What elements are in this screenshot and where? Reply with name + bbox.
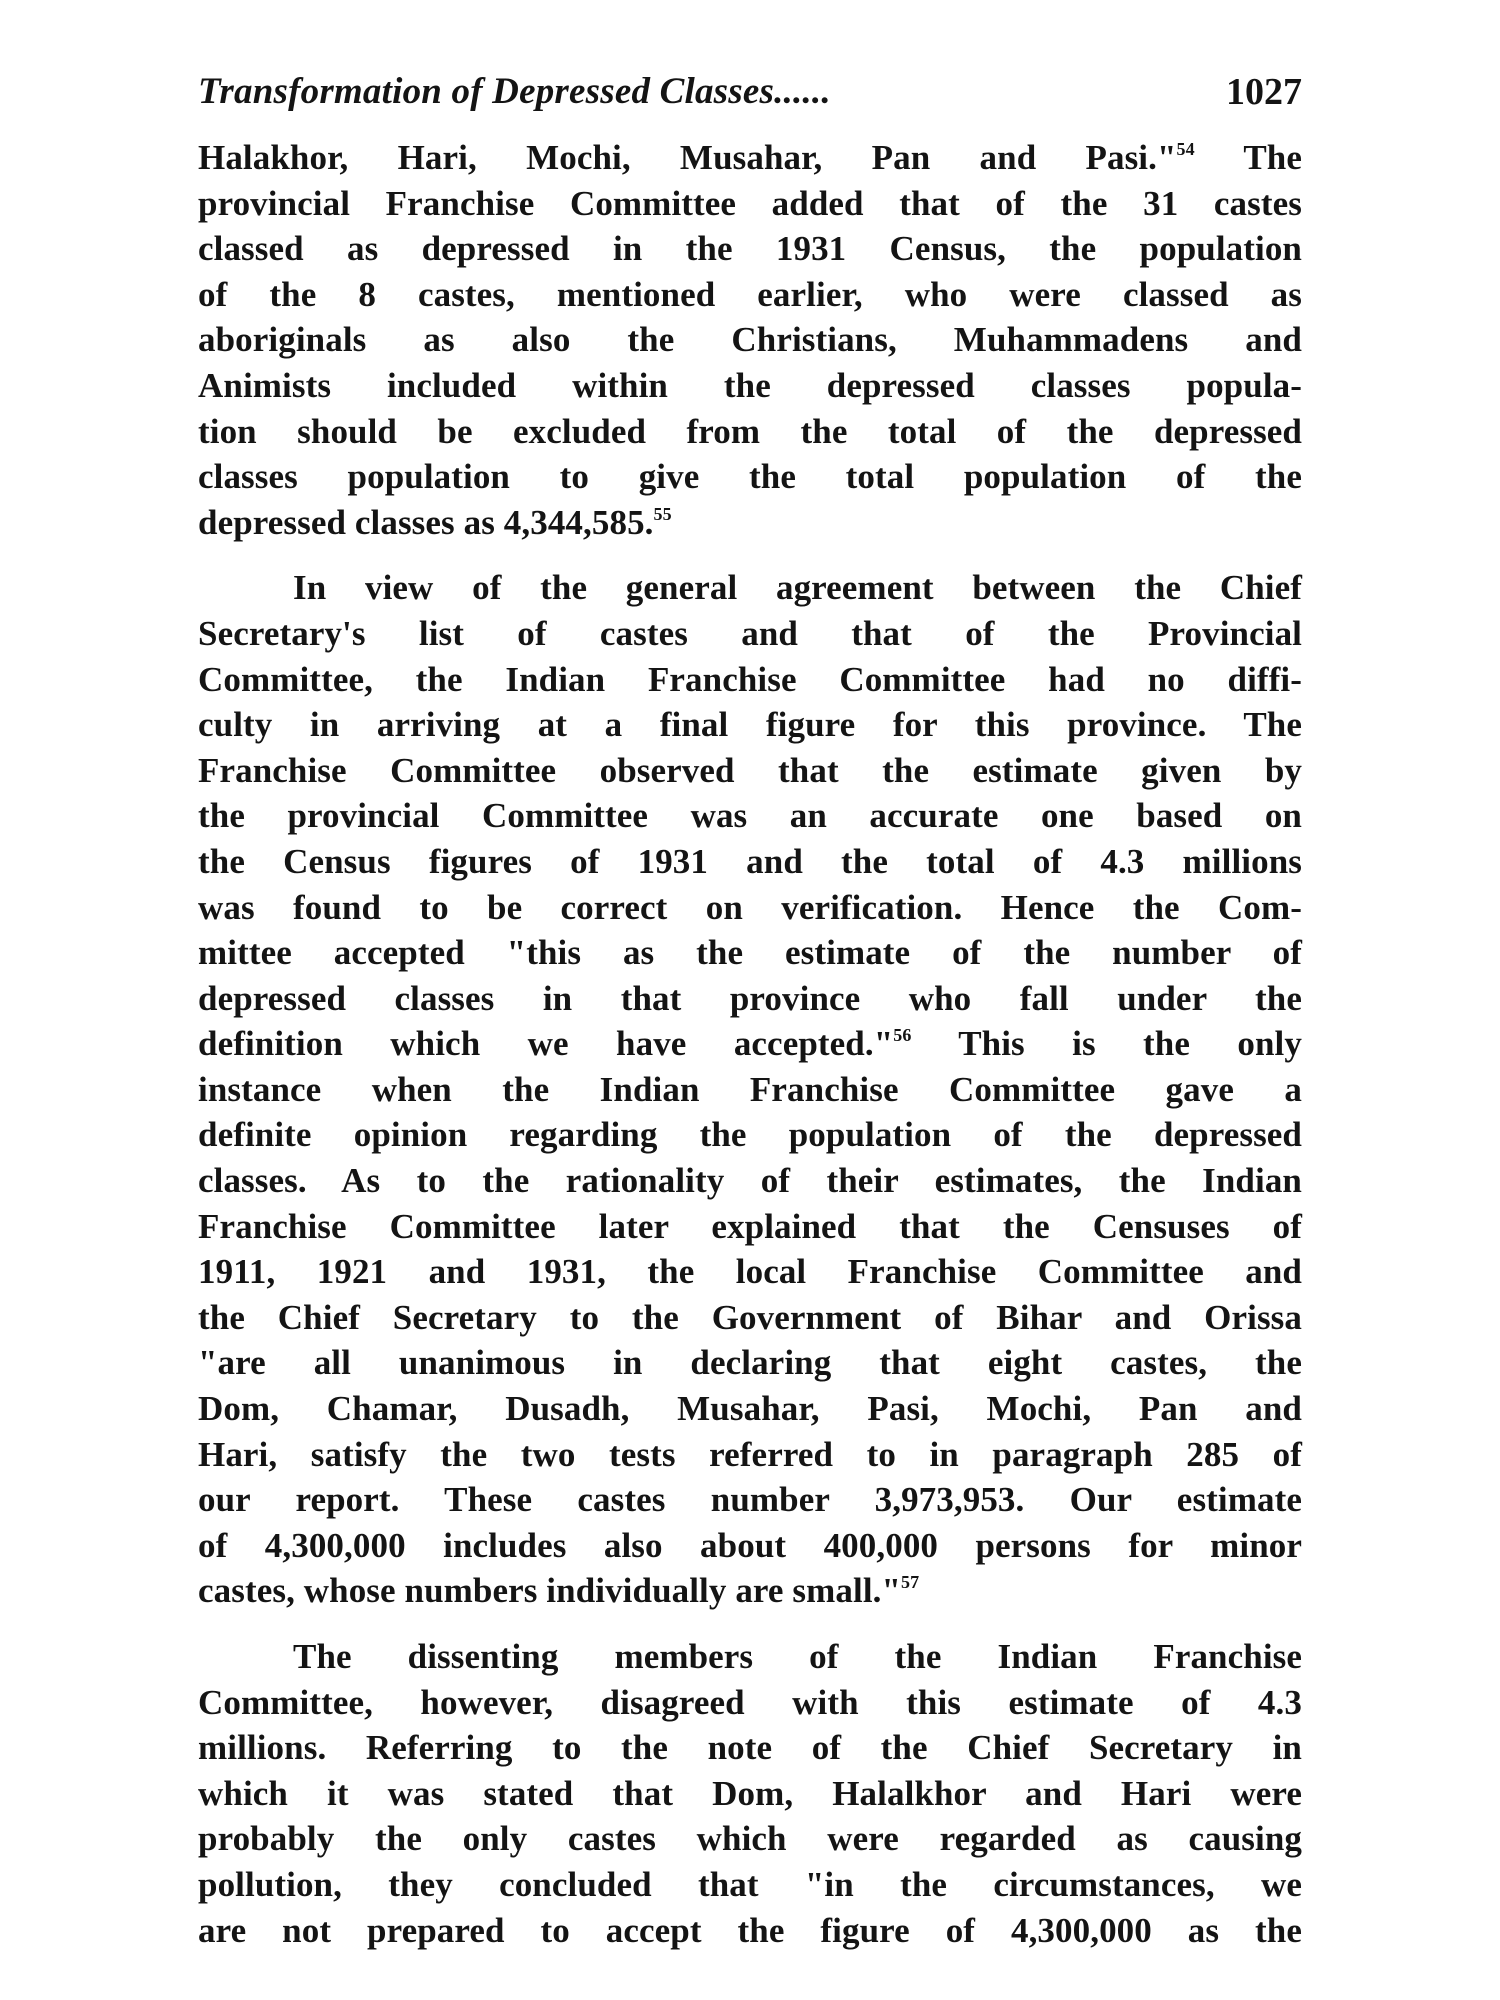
line-text: definition which we have accepted." — [198, 1024, 894, 1064]
line-text: was found to be correct on verification. Hence the Com- — [198, 887, 1302, 927]
paragraph-gap — [198, 545, 1302, 565]
footnote-marker: 56 — [893, 1025, 912, 1046]
text-line — [198, 1908, 1302, 1954]
text-line — [198, 611, 1302, 657]
text-line — [198, 1725, 1302, 1771]
text-line — [198, 1523, 1302, 1569]
text-line — [198, 748, 1302, 794]
line-text: pollution, they concluded that "in the circumstances, we — [198, 1864, 1302, 1904]
text-line — [198, 1568, 1302, 1614]
text-line — [198, 657, 1302, 703]
text-line — [198, 702, 1302, 748]
running-header — [198, 70, 1302, 130]
text-line — [198, 930, 1302, 976]
text-line — [198, 1295, 1302, 1341]
line-text: Committee, however, disagreed with this estimate of 4.3 — [198, 1682, 1302, 1722]
line-text: mittee accepted "this as the estimate of the number of — [198, 933, 1302, 973]
text-line — [198, 976, 1302, 1022]
body-text — [198, 135, 1302, 1953]
line-text: classes. As to the rationality of their estimates, the Indian — [198, 1161, 1302, 1201]
text-line — [198, 1249, 1302, 1295]
line-text: of the 8 castes, mentioned earlier, who were classed as — [198, 274, 1302, 314]
line-text: tion should be excluded from the total of the depressed — [198, 411, 1302, 451]
line-text-continued: The — [1194, 138, 1302, 177]
text-line — [198, 885, 1302, 931]
line-text: provincial Franchise Committee added that of the 31 castes — [198, 183, 1302, 223]
line-text: Committee, the Indian Franchise Committee had no diffi- — [198, 659, 1302, 699]
text-line — [198, 1158, 1302, 1204]
paragraph — [198, 545, 1302, 1614]
line-text: are not prepared to accept the figure of 4,300,000 as the — [198, 1910, 1302, 1950]
line-text: "are all unanimous in declaring that eight castes, the — [198, 1343, 1302, 1383]
line-text: probably the only castes which were regarded as causing — [198, 1819, 1302, 1859]
text-line — [198, 1204, 1302, 1250]
line-text: of 4,300,000 includes also about 400,000 persons for minor — [198, 1525, 1302, 1565]
text-line — [198, 1477, 1302, 1523]
text-line — [198, 565, 1302, 611]
text-line — [198, 454, 1302, 500]
line-text: Secretary's list of castes and that of the Provincial — [198, 613, 1302, 653]
line-text: 1911, 1921 and 1931, the local Franchise Committee and — [198, 1252, 1302, 1292]
line-text: Animists included within the depressed classes popula- — [198, 365, 1302, 405]
page-number: 1027 — [1226, 71, 1302, 113]
text-line — [198, 181, 1302, 227]
text-line — [198, 1680, 1302, 1726]
text-line — [198, 363, 1302, 409]
line-text: Dom, Chamar, Dusadh, Musahar, Pasi, Mochi, Pan and — [198, 1389, 1302, 1429]
line-text: the Chief Secretary to the Government of Bihar and Orissa — [198, 1297, 1302, 1337]
text-line — [198, 272, 1302, 318]
running-title: Transformation of Depressed Classes...... — [198, 71, 831, 112]
line-text: depressed classes in that province who fall under the — [198, 978, 1302, 1018]
line-text: our report. These castes number 3,973,953. Our estimate — [198, 1480, 1302, 1520]
line-text: Halakhor, Hari, Mochi, Musahar, Pan and Pasi." — [198, 138, 1177, 177]
text-line — [198, 1386, 1302, 1432]
line-text-continued: This is the only — [911, 1024, 1302, 1064]
line-text: In view of the general agreement between the Chief — [293, 568, 1302, 608]
text-line — [198, 1112, 1302, 1158]
line-text: castes, whose numbers individually are small." — [198, 1571, 902, 1611]
line-text: aboriginals as also the Christians, Muhammadens and — [198, 320, 1302, 360]
paragraph — [198, 135, 1302, 545]
text-line — [198, 1340, 1302, 1386]
line-text: instance when the Indian Franchise Committee gave a — [198, 1069, 1302, 1109]
footnote-marker: 55 — [653, 503, 672, 524]
paragraph-gap — [198, 1614, 1302, 1634]
footnote-marker: 54 — [1176, 139, 1195, 159]
text-line — [198, 135, 1302, 181]
line-text: classed as depressed in the 1931 Census, the population — [198, 229, 1302, 269]
line-text: The dissenting members of the Indian Franchise — [293, 1637, 1302, 1676]
line-text: depressed classes as 4,344,585. — [198, 502, 654, 542]
line-text: the Census figures of 1931 and the total of 4.3 millions — [198, 841, 1302, 881]
line-text: Franchise Committee observed that the estimate given by — [198, 750, 1302, 790]
text-line — [198, 793, 1302, 839]
text-line — [198, 500, 1302, 546]
line-text: which it was stated that Dom, Halalkhor and Hari were — [198, 1773, 1302, 1813]
text-line — [198, 1816, 1302, 1862]
text-line — [198, 317, 1302, 363]
line-text: culty in arriving at a final figure for this province. The — [198, 705, 1302, 745]
text-line — [198, 1021, 1302, 1067]
line-text: millions. Referring to the note of the Chief Secretary in — [198, 1728, 1302, 1768]
text-line — [198, 1432, 1302, 1478]
footnote-marker: 57 — [901, 1572, 920, 1593]
line-text: classes population to give the total population of the — [198, 457, 1302, 497]
line-text: definite opinion regarding the population of the depressed — [198, 1115, 1302, 1155]
line-text: the provincial Committee was an accurate one based on — [198, 796, 1302, 836]
paragraph — [198, 1614, 1302, 1953]
text-line — [198, 1771, 1302, 1817]
text-line — [198, 1067, 1302, 1113]
text-line — [198, 839, 1302, 885]
line-text: Hari, satisfy the two tests referred to in paragraph 285 of — [198, 1434, 1302, 1474]
text-line — [198, 1634, 1302, 1680]
text-line — [198, 1862, 1302, 1908]
line-text: Franchise Committee later explained that the Censuses of — [198, 1206, 1302, 1246]
text-line — [198, 226, 1302, 272]
text-line — [198, 409, 1302, 455]
